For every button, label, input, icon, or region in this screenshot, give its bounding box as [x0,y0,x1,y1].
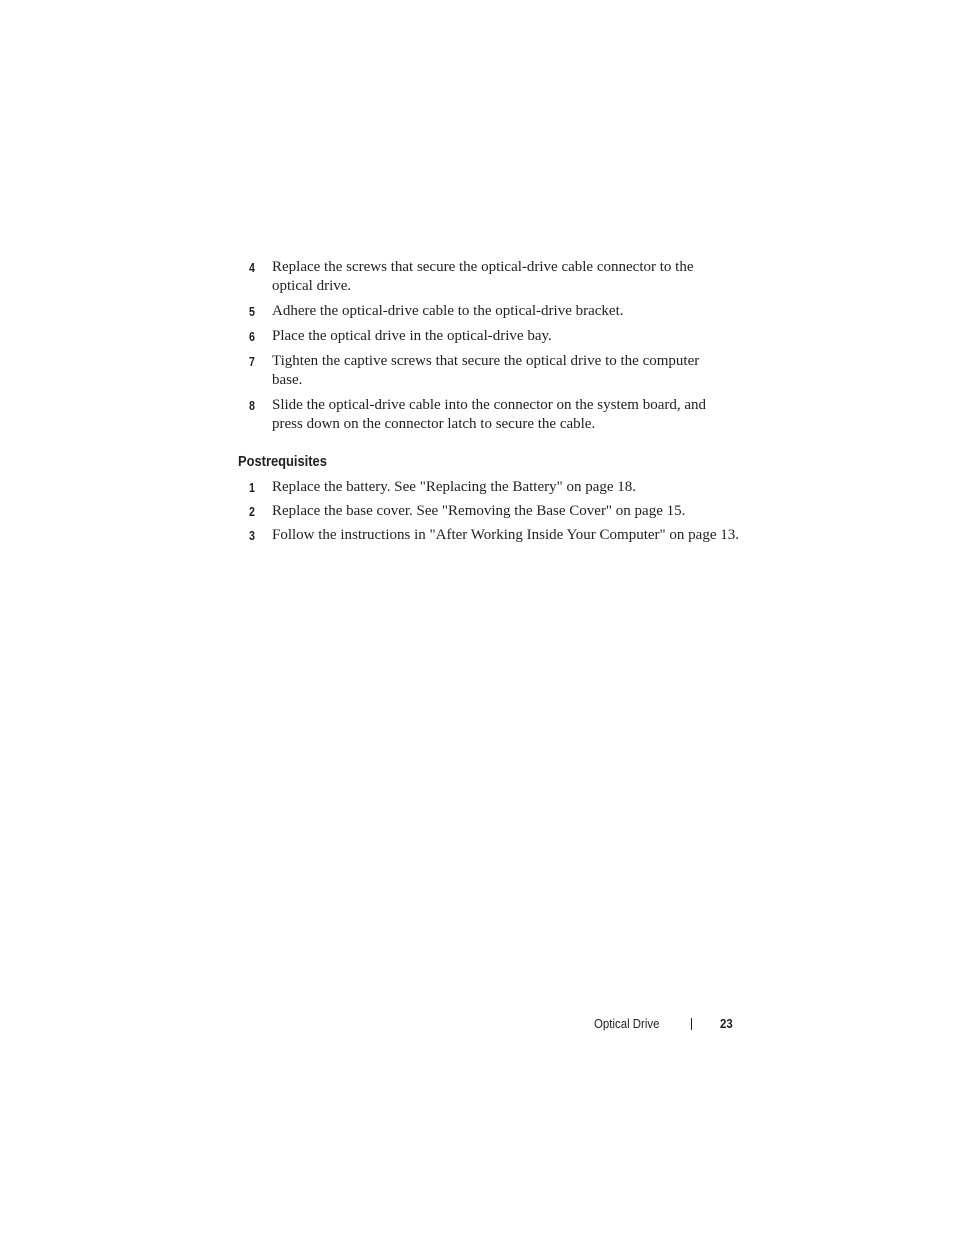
step-text: Replace the screws that secure the optical-drive cable connector to the optical drive. [272,259,694,294]
page-footer [594,1014,739,1034]
step-text: Tighten the captive screws that secure the optical drive to the computer base. [272,353,700,388]
footer-section-title: Optical Drive [594,1016,660,1031]
step-item [249,327,739,346]
step-text: Place the optical drive in the optical-drive bay. [272,328,552,344]
step-item [249,526,739,545]
step-text: Follow the instructions in "After Working Inside Your Computer" on page 13. [272,527,739,543]
step-number: 7 [249,354,255,369]
step-number: 3 [249,528,255,543]
step-item [249,478,739,497]
step-item [249,258,739,296]
step-item [249,302,739,321]
step-text: Replace the battery. See "Replacing the Battery" on page 18. [272,479,637,495]
step-number: 6 [249,329,255,344]
step-item [249,396,739,434]
step-text: Replace the base cover. See "Removing the Base Cover" on page 15. [272,503,686,519]
footer-divider [691,1018,692,1030]
step-number: 4 [249,260,255,275]
step-number: 8 [249,398,255,413]
step-number: 5 [249,304,255,319]
postrequisite-steps [249,478,739,550]
step-text: Adhere the optical-drive cable to the optical-drive bracket. [272,303,624,319]
step-text: Slide the optical-drive cable into the connector on the system board, and press down on the connector latch to secure the cable. [272,397,707,432]
step-item [249,502,739,521]
step-number: 1 [249,480,255,495]
procedure-steps [249,258,739,440]
step-item [249,352,739,390]
section-heading: Postrequisites [238,453,327,470]
step-number: 2 [249,504,255,519]
page-number: 23 [720,1016,733,1031]
